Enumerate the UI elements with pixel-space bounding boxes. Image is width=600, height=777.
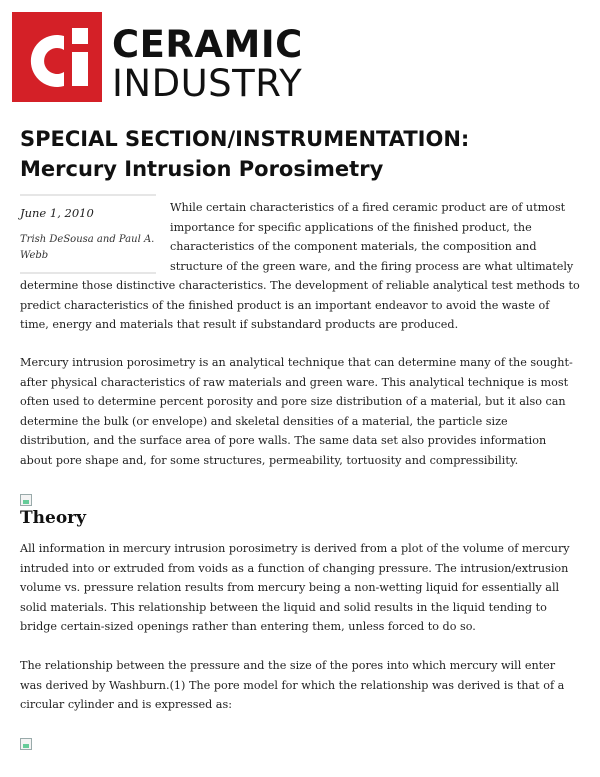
broken-image-icon[interactable] bbox=[20, 738, 32, 750]
article-paragraph: Mercury intrusion porosimetry is an analytical technique that can determine many of the sought-after physical characteristics of raw materials and green ware. This analytical technique is most often used to determine percent porosity and pore size distribution of a material, but it also can determine the bulk (or envelope) and skeletal densities of a material, the particle size distribution, and the surface area of pore walls. The same data set also provides information about pore shape and, for some structures, permeability, tortuosity and compressibility. bbox=[20, 356, 573, 467]
logo-line-industry: INDUSTRY bbox=[112, 62, 303, 105]
ceramic-industry-logo[interactable] bbox=[12, 12, 312, 104]
broken-image-icon[interactable] bbox=[20, 494, 32, 506]
article-paragraph: The relationship between the pressure and the size of the pores into which mercury will enter was derived by Washburn.(1) The pore model for which the relationship was derived is that of a circular cylinder and is expressed as: bbox=[20, 659, 565, 711]
article-date: June 1, 2010 bbox=[20, 206, 94, 220]
meta-float-spacer bbox=[20, 198, 170, 274]
logo-ci-glyph bbox=[12, 12, 102, 102]
article-title: SPECIAL SECTION/INSTRUMENTATION: Mercury Intrusion Porosimetry bbox=[20, 127, 470, 181]
article-paragraph: All information in mercury intrusion porosimetry is derived from a plot of the volume of mercury intruded into or extruded from voids as a function of changing pressure. The intrusion/extrusion volume vs. pressure relation results from mercury being a non-wetting liquid for essentially all solid materials. This relationship between the liquid and solid results in the liquid tending to bridge certain-sized openings rather than entering them, unless forced to do so. bbox=[20, 542, 570, 633]
logo-wordmark bbox=[112, 23, 303, 105]
article-paragraph: While certain characteristics of a fired ceramic product are of utmost importance for specific applications of the finished product, the characteristics of the component materials, the composition and structure of the green ware, and the firing process are what ultimately determine those distinctive characteristics. The development of reliable analytical test methods to predict characteristics of the finished product is an important endeavor to avoid the waste of time, energy and materials that result if substandard products are produced. bbox=[20, 201, 580, 331]
logo-line-ceramic: CERAMIC bbox=[112, 23, 303, 66]
article-authors: Trish DeSousa and Paul A. Webb bbox=[20, 234, 155, 261]
section-heading-theory: Theory bbox=[20, 508, 86, 528]
logo-mark bbox=[12, 12, 102, 102]
article-paragraph-1-wrap bbox=[20, 198, 580, 335]
